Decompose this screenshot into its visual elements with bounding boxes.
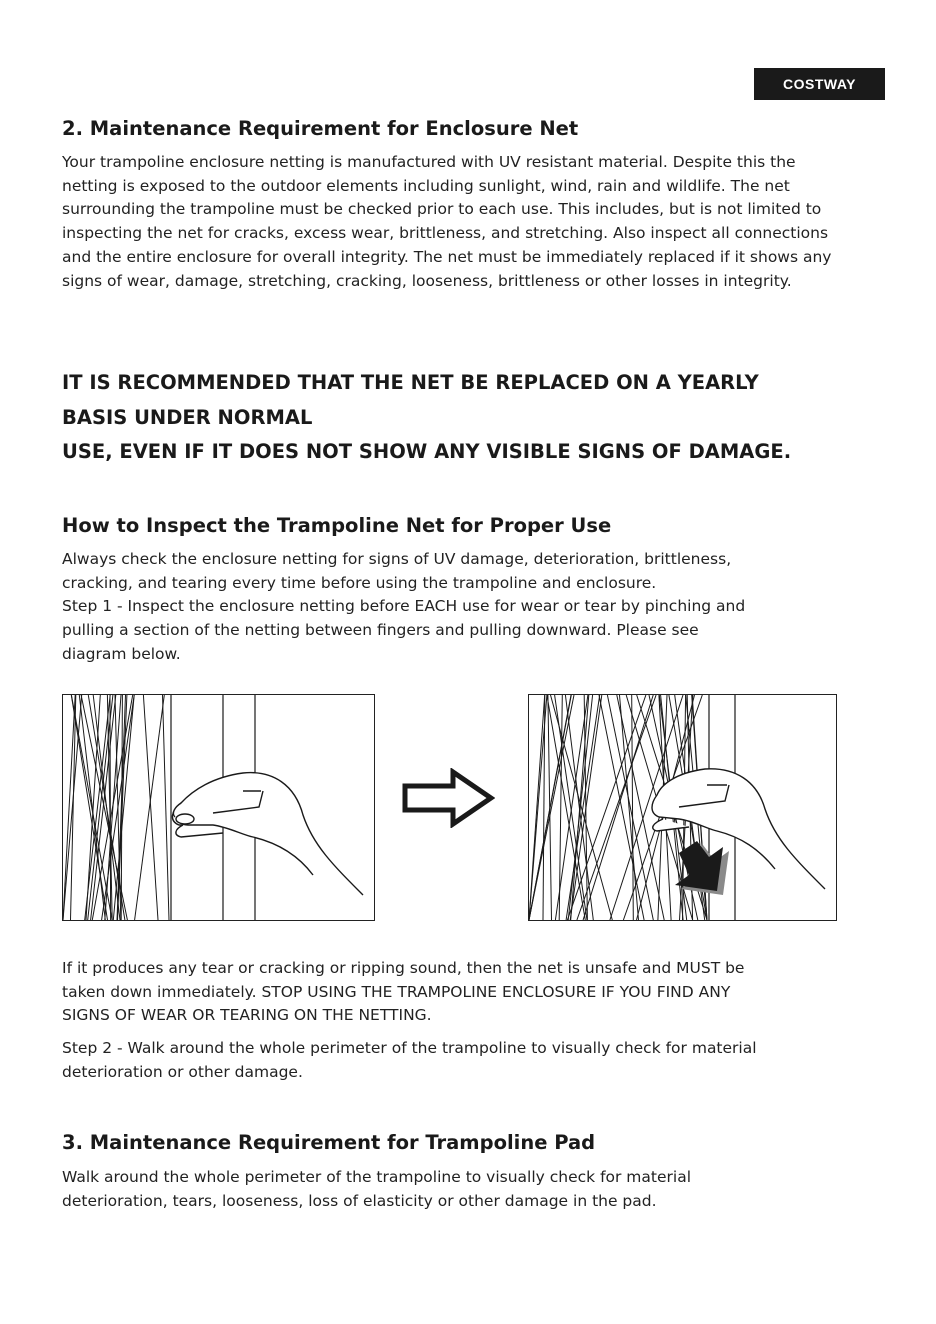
step-2-line: deterioration or other damage. <box>62 1062 303 1081</box>
warning-line: IT IS RECOMMENDED THAT THE NET BE REPLACED ON A YEARLY <box>62 371 759 394</box>
inspect-after-line: SIGNS OF WEAR OR TEARING ON THE NETTING. <box>62 1006 432 1025</box>
hand-pulling-net-downward-illustration <box>528 694 837 921</box>
inspect-title: How to Inspect the Trampoline Net for Proper Use <box>62 514 612 537</box>
section-3-body <box>62 1166 852 1213</box>
inspect-intro <box>62 548 852 667</box>
brand-badge: COSTWAY <box>754 68 885 100</box>
section-3-line: deterioration, tears, looseness, loss of elasticity or other damage in the pad. <box>62 1191 657 1210</box>
inspect-after <box>62 957 852 1028</box>
inspect-intro-line: Step 1 - Inspect the enclosure netting before EACH use for wear or tear by pinching and <box>62 597 746 616</box>
right-arrow-icon <box>401 768 495 832</box>
section-2-title: 2. Maintenance Requirement for Enclosure Net <box>62 117 579 140</box>
step-2-line: Step 2 - Walk around the whole perimeter of the trampoline to visually check for material <box>62 1039 757 1057</box>
section-2-body: Your trampoline enclosure netting is manufactured with UV resistant material. Despite this the netting is exposed to the outdoor elements including sunlight, wind, rain and wildlife. The net surrounding the trampoline must be checked prior to each use. This includes, but is not limited to inspecting the net for cracks, excess wear, brittleness, and stretching. Also inspect all connections and the entire enclosure for overall integrity. The net must be immediately replaced if it shows any signs of wear, damage, stretching, cracking, looseness, brittleness or other losses in integrity. <box>62 153 832 290</box>
inspect-intro-line: cracking, and tearing every time before using the trampoline and enclosure. <box>62 573 657 592</box>
hand-icon <box>172 773 363 895</box>
inspect-after-line: If it produces any tear or cracking or ripping sound, then the net is unsafe and MUST be <box>62 959 745 977</box>
inspect-intro-line: pulling a section of the netting between fingers and pulling downward. Please see <box>62 621 699 640</box>
replacement-warning <box>62 366 862 470</box>
hand-pinching-net-illustration <box>62 694 375 921</box>
inspect-intro-line: Always check the enclosure netting for signs of UV damage, deterioration, brittleness, <box>62 550 732 568</box>
inspect-after-line: taken down immediately. STOP USING THE TRAMPOLINE ENCLOSURE IF YOU FIND ANY <box>62 982 731 1001</box>
section-3-title: 3. Maintenance Requirement for Trampoline Pad <box>62 1131 596 1154</box>
section-3-line: Walk around the whole perimeter of the trampoline to visually check for material <box>62 1168 692 1186</box>
inspect-intro-line: diagram below. <box>62 644 181 663</box>
step-2 <box>62 1037 852 1084</box>
warning-line: BASIS UNDER NORMAL <box>62 405 313 429</box>
warning-line: USE, EVEN IF IT DOES NOT SHOW ANY VISIBLE SIGNS OF DAMAGE. <box>62 440 792 463</box>
